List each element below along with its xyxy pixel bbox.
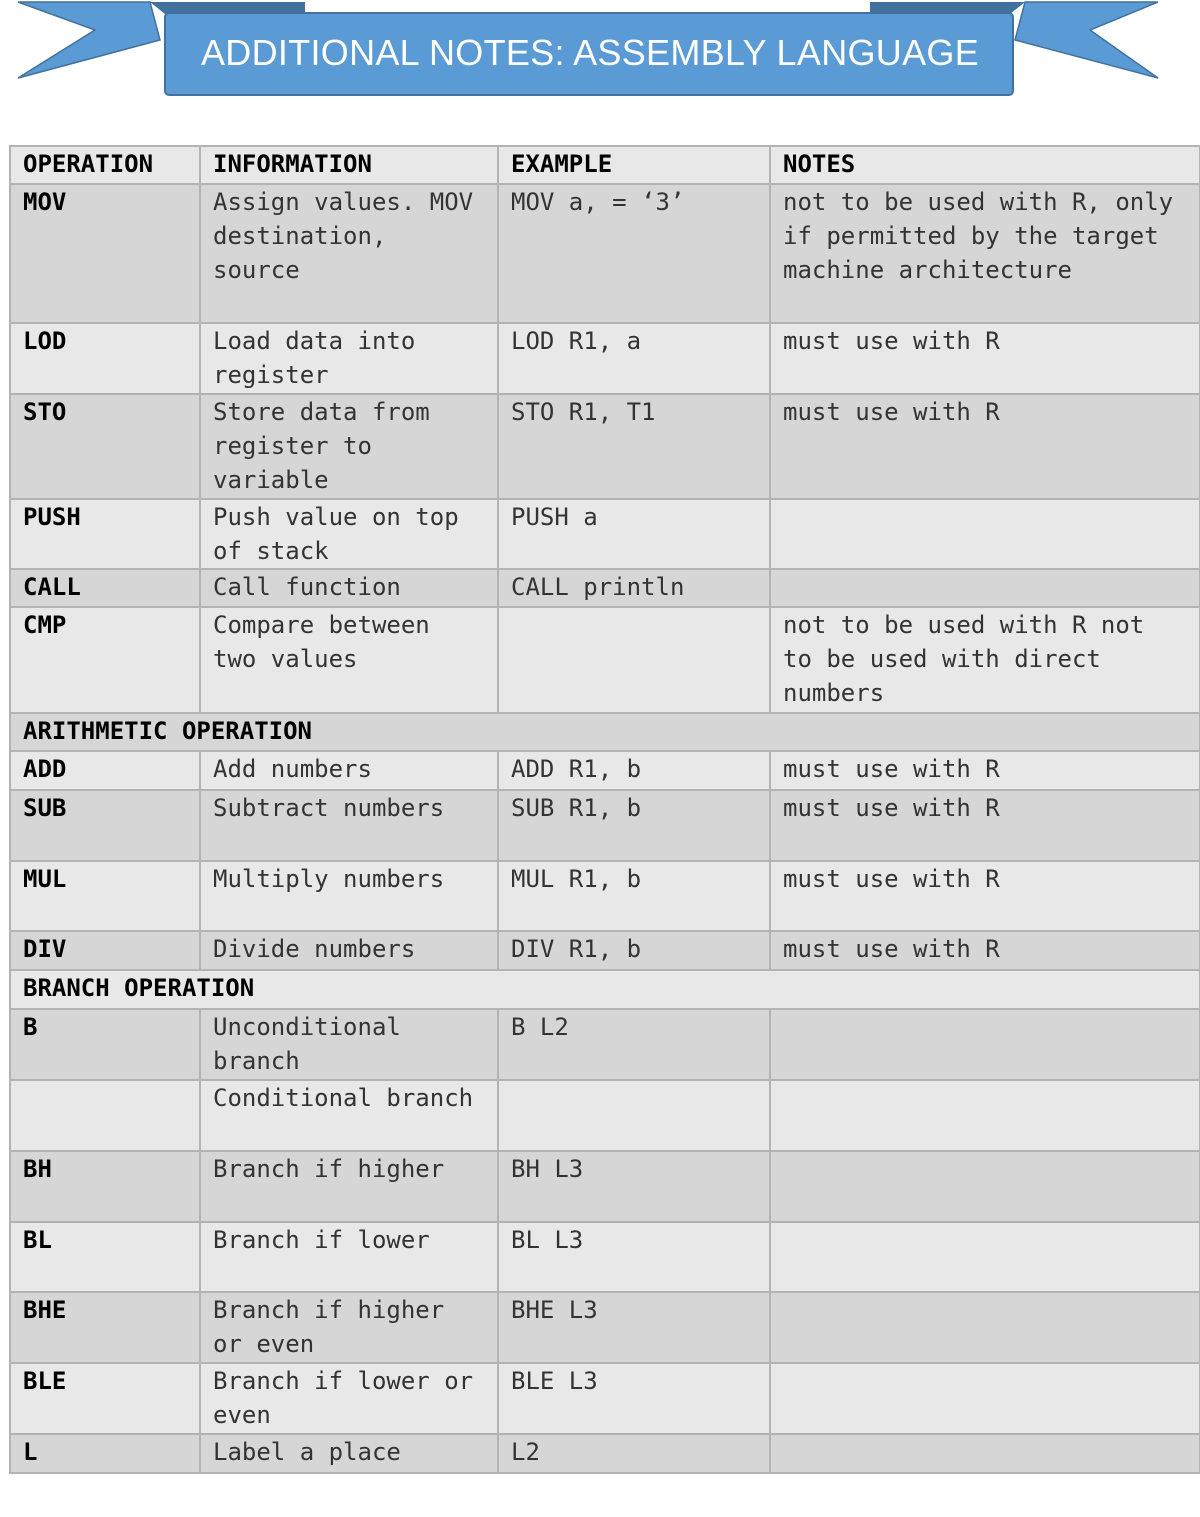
section-row-arithmetic: [10, 713, 1200, 751]
table-row: [10, 861, 1200, 931]
example-cell: BLE L3: [498, 1363, 770, 1434]
notes-cell: [770, 1009, 1200, 1080]
table-row: [10, 499, 1200, 569]
example-cell: BHE L3: [498, 1292, 770, 1363]
information-cell: Assign values. MOV destination, source: [200, 184, 498, 323]
example-cell: BL L3: [498, 1222, 770, 1292]
notes-cell: must use with R: [770, 394, 1200, 499]
information-cell: Call function: [200, 569, 498, 607]
operation-cell: DIV: [10, 931, 200, 970]
operation-cell: BHE: [10, 1292, 200, 1363]
example-cell: [498, 607, 770, 713]
section-label: ARITHMETIC OPERATION: [10, 713, 1200, 751]
example-cell: MOV a, = ‘3’: [498, 184, 770, 323]
example-cell: ADD R1, b: [498, 751, 770, 790]
table-row: [10, 1292, 1200, 1363]
example-cell: BH L3: [498, 1151, 770, 1222]
operation-cell: BLE: [10, 1363, 200, 1434]
header-operation: OPERATION: [10, 146, 200, 184]
ribbon-right-tail: [1015, 2, 1158, 78]
section-label: BRANCH OPERATION: [10, 970, 1200, 1009]
example-cell: [498, 1080, 770, 1151]
operation-cell: STO: [10, 394, 200, 499]
notes-cell: must use with R: [770, 790, 1200, 861]
operation-cell: CALL: [10, 569, 200, 607]
table-row: [10, 790, 1200, 861]
table-row: [10, 184, 1200, 323]
notes-cell: [770, 1292, 1200, 1363]
information-cell: Branch if higher or even: [200, 1292, 498, 1363]
example-cell: DIV R1, b: [498, 931, 770, 970]
notes-cell: [770, 569, 1200, 607]
notes-cell: must use with R: [770, 931, 1200, 970]
table-row: [10, 1009, 1200, 1080]
example-cell: LOD R1, a: [498, 323, 770, 394]
table-row: [10, 394, 1200, 499]
operation-cell: SUB: [10, 790, 200, 861]
notes-cell: [770, 1434, 1200, 1473]
notes-cell: [770, 499, 1200, 569]
operation-cell: L: [10, 1434, 200, 1473]
operation-cell: MUL: [10, 861, 200, 931]
example-cell: B L2: [498, 1009, 770, 1080]
information-cell: Label a place: [200, 1434, 498, 1473]
example-cell: SUB R1, b: [498, 790, 770, 861]
table-row: [10, 607, 1200, 713]
notes-cell: must use with R: [770, 323, 1200, 394]
operation-cell: [10, 1080, 200, 1151]
table-row: [10, 751, 1200, 790]
notes-cell: must use with R: [770, 861, 1200, 931]
example-cell: CALL println: [498, 569, 770, 607]
header-information: INFORMATION: [200, 146, 498, 184]
notes-cell: [770, 1222, 1200, 1292]
table-row: [10, 1363, 1200, 1434]
table-row: [10, 1080, 1200, 1151]
operation-cell: ADD: [10, 751, 200, 790]
example-cell: L2: [498, 1434, 770, 1473]
information-cell: Conditional branch: [200, 1080, 498, 1151]
information-cell: Branch if higher: [200, 1151, 498, 1222]
information-cell: Store data from register to variable: [200, 394, 498, 499]
notes-cell: [770, 1363, 1200, 1434]
example-cell: STO R1, T1: [498, 394, 770, 499]
information-cell: Subtract numbers: [200, 790, 498, 861]
example-cell: PUSH a: [498, 499, 770, 569]
information-cell: Push value on top of stack: [200, 499, 498, 569]
information-cell: Divide numbers: [200, 931, 498, 970]
operation-cell: PUSH: [10, 499, 200, 569]
table-row: [10, 1151, 1200, 1222]
table-row: [10, 569, 1200, 607]
section-row-branch: [10, 970, 1200, 1009]
page-title: ADDITIONAL NOTES: ASSEMBLY LANGUAGE: [200, 32, 980, 73]
information-cell: Branch if lower: [200, 1222, 498, 1292]
operation-cell: LOD: [10, 323, 200, 394]
information-cell: Compare between two values: [200, 607, 498, 713]
information-cell: Add numbers: [200, 751, 498, 790]
information-cell: Branch if lower or even: [200, 1363, 498, 1434]
example-cell: MUL R1, b: [498, 861, 770, 931]
notes-cell: must use with R: [770, 751, 1200, 790]
operation-cell: BH: [10, 1151, 200, 1222]
header-example: EXAMPLE: [498, 146, 770, 184]
ribbon-left-tail: [18, 2, 160, 78]
table-header-row: [10, 146, 1200, 184]
table-row: [10, 323, 1200, 394]
notes-cell: [770, 1080, 1200, 1151]
table-row: [10, 1434, 1200, 1473]
table-row: [10, 1222, 1200, 1292]
title-banner: [0, 0, 1200, 100]
notes-cell: not to be used with R, only if permitted by the target machine architecture: [770, 184, 1200, 323]
header-notes: NOTES: [770, 146, 1200, 184]
operation-cell: B: [10, 1009, 200, 1080]
information-cell: Multiply numbers: [200, 861, 498, 931]
notes-cell: [770, 1151, 1200, 1222]
table-row: [10, 931, 1200, 970]
operation-cell: BL: [10, 1222, 200, 1292]
notes-cell: not to be used with R not to be used with direct numbers: [770, 607, 1200, 713]
information-cell: Unconditional branch: [200, 1009, 498, 1080]
operation-cell: CMP: [10, 607, 200, 713]
operation-cell: MOV: [10, 184, 200, 323]
information-cell: Load data into register: [200, 323, 498, 394]
assembly-table: [9, 145, 1200, 1474]
